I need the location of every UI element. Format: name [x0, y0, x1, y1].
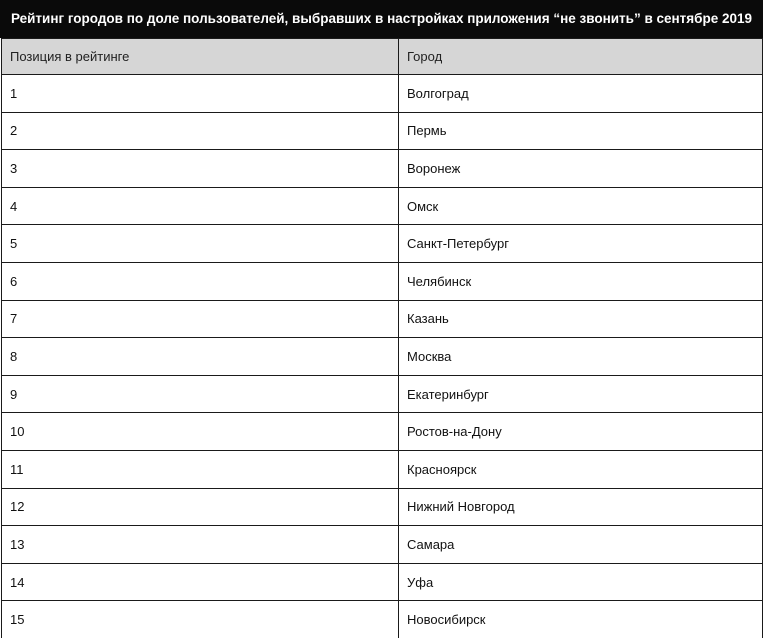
- header-position: Позиция в рейтинге: [2, 39, 399, 75]
- city-cell: Красноярск: [399, 450, 763, 488]
- city-cell: Воронеж: [399, 150, 763, 188]
- position-cell: 5: [2, 225, 399, 263]
- position-cell: 15: [2, 601, 399, 638]
- city-cell: Ростов-на-Дону: [399, 413, 763, 451]
- city-cell: Казань: [399, 300, 763, 338]
- table-header: [2, 39, 763, 75]
- table-row: [2, 225, 763, 263]
- city-cell: Москва: [399, 338, 763, 376]
- table-row: [2, 187, 763, 225]
- table-row: [2, 488, 763, 526]
- table-row: [2, 75, 763, 113]
- city-cell: Екатеринбург: [399, 375, 763, 413]
- position-cell: 2: [2, 112, 399, 150]
- city-cell: Новосибирск: [399, 601, 763, 638]
- rating-table: [1, 38, 763, 638]
- table-row: [2, 300, 763, 338]
- table-body: [2, 75, 763, 638]
- position-cell: 1: [2, 75, 399, 113]
- position-cell: 4: [2, 187, 399, 225]
- position-cell: 3: [2, 150, 399, 188]
- header-row: [2, 39, 763, 75]
- position-cell: 10: [2, 413, 399, 451]
- position-cell: 11: [2, 450, 399, 488]
- city-cell: Пермь: [399, 112, 763, 150]
- header-city: Город: [399, 39, 763, 75]
- position-cell: 12: [2, 488, 399, 526]
- table-row: [2, 262, 763, 300]
- city-cell: Нижний Новгород: [399, 488, 763, 526]
- position-cell: 13: [2, 526, 399, 564]
- position-cell: 14: [2, 563, 399, 601]
- table-title: Рейтинг городов по доле пользователей, выбравших в настройках приложения “не звонить” в сентябре 2019: [0, 0, 763, 38]
- table-row: [2, 338, 763, 376]
- table-row: [2, 413, 763, 451]
- table-row: [2, 375, 763, 413]
- position-cell: 8: [2, 338, 399, 376]
- table-row: [2, 526, 763, 564]
- table-row: [2, 150, 763, 188]
- city-cell: Омск: [399, 187, 763, 225]
- table-row: [2, 601, 763, 638]
- table-row: [2, 112, 763, 150]
- city-cell: Волгоград: [399, 75, 763, 113]
- table-row: [2, 563, 763, 601]
- table-row: [2, 450, 763, 488]
- city-cell: Санкт-Петербург: [399, 225, 763, 263]
- position-cell: 6: [2, 262, 399, 300]
- city-cell: Самара: [399, 526, 763, 564]
- position-cell: 7: [2, 300, 399, 338]
- city-cell: Челябинск: [399, 262, 763, 300]
- city-cell: Уфа: [399, 563, 763, 601]
- position-cell: 9: [2, 375, 399, 413]
